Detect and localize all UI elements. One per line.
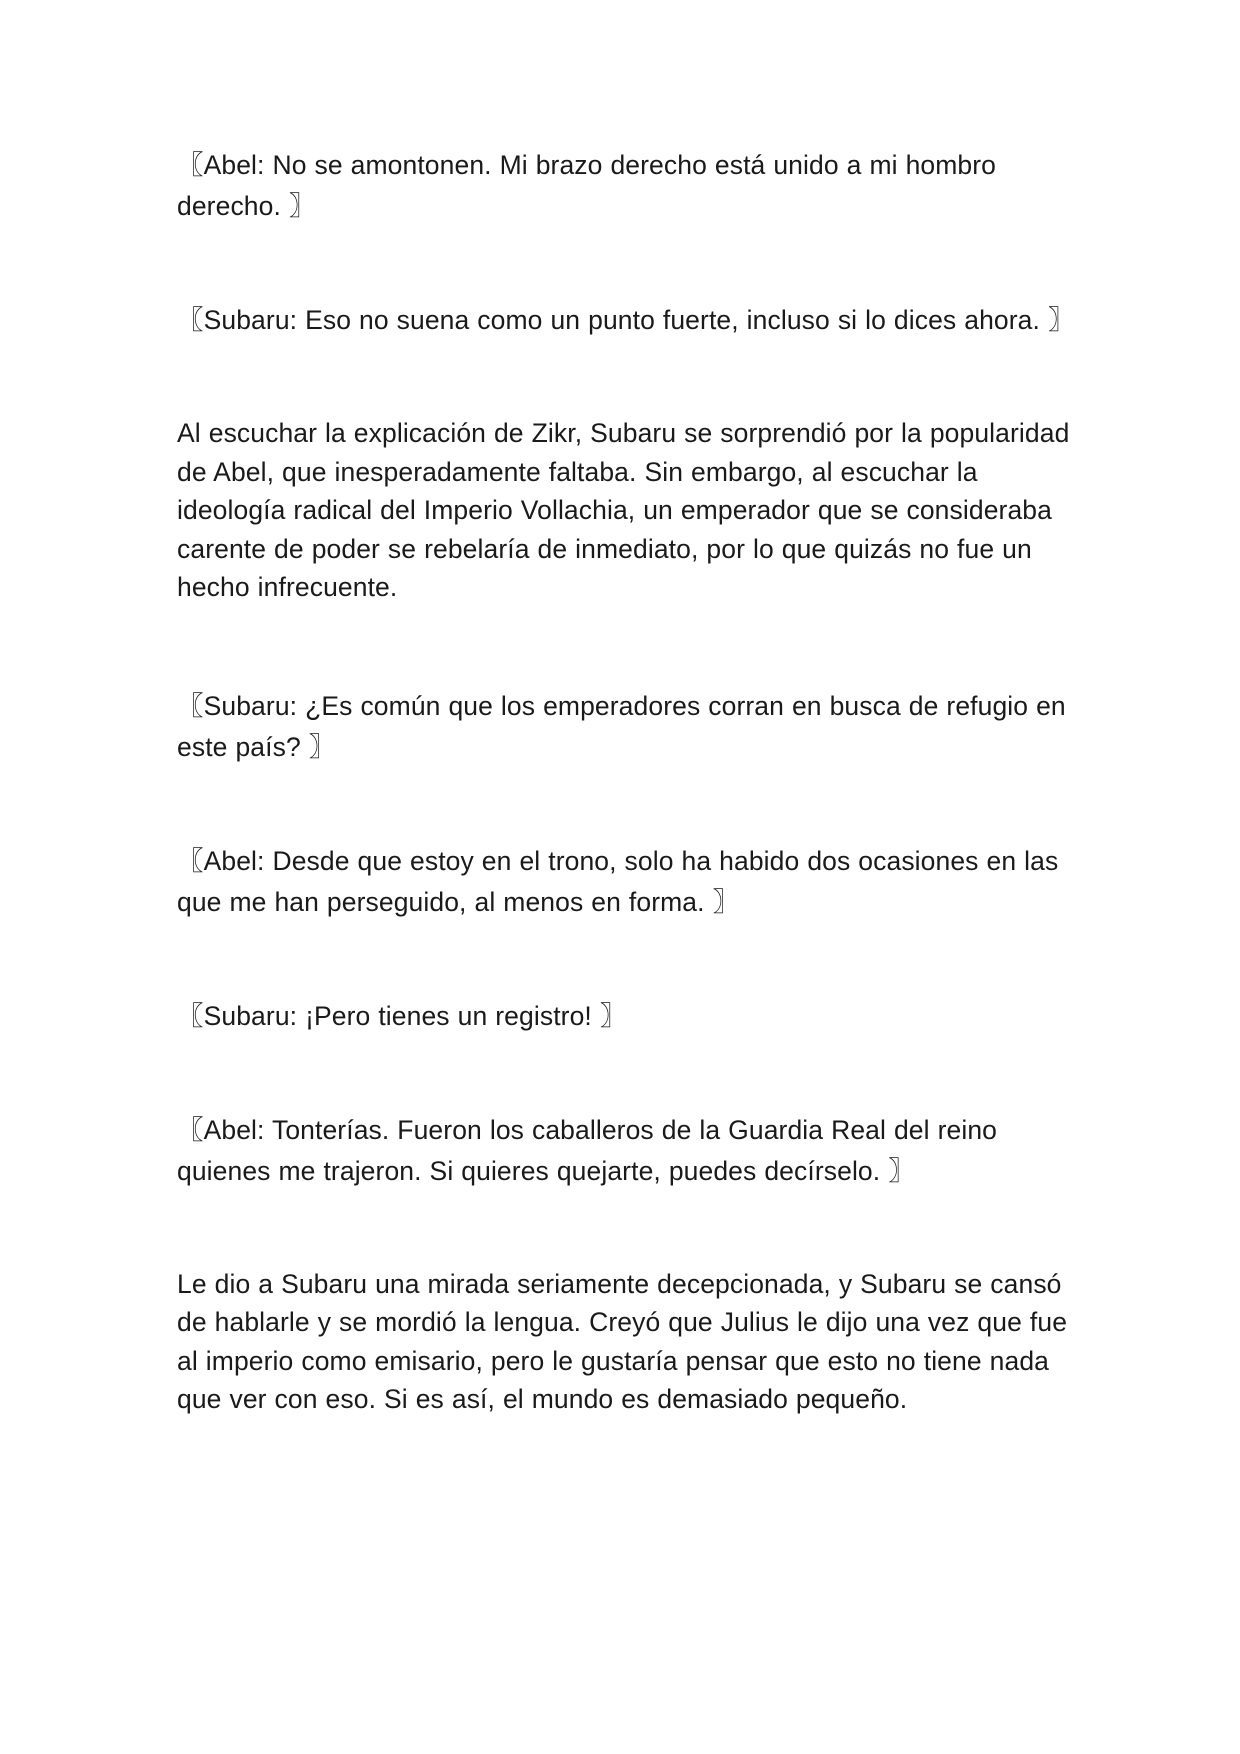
narration-paragraph: Al escuchar la explicación de Zikr, Subaru se sorprendió por la popularidad de Abel, que inesperadamente faltaba. Sin embargo, al escuchar la ideología radical del Imperio Vollachia, un emperador que se consideraba carente de poder se rebelaría de inmediato, por lo que quizás no fue un hecho infrecuente. (177, 418, 1070, 602)
dialogue-paragraph: 〖Abel: No se amontonen. Mi brazo derecho está unido a mi hombro derecho. 〗 (177, 150, 997, 221)
text-column (177, 145, 1075, 1419)
dialogue-paragraph: 〖Subaru: ¿Es común que los emperadores corran en busca de refugio en este país? 〗 (177, 690, 1066, 762)
dialogue-paragraph: 〖Subaru: Eso no suena como un punto fuerte, incluso si lo dices ahora. 〗 (177, 305, 1075, 335)
dialogue-paragraph: 〖Abel: Desde que estoy en el trono, solo ha habido dos ocasiones en las que me han perseguido, al menos en forma. 〗 (177, 845, 1059, 917)
narration-paragraph: Le dio a Subaru una mirada seriamente decepcionada, y Subaru se cansó de hablarle y se mordió la lengua. Creyó que Julius le dijo una vez que fue al imperio como emisario, pero le gustaría pensar que esto no tiene nada que ver con eso. Si es así, el mundo es demasiado pequeño. (177, 1268, 1068, 1414)
dialogue-paragraph: 〖Abel: Tonterías. Fueron los caballeros de la Guardia Real del reino quienes me trajeron. Si quieres quejarte, puedes decírselo. 〗 (177, 1114, 998, 1186)
dialogue-paragraph: 〖Subaru: ¡Pero tienes un registro! 〗 (177, 1000, 627, 1031)
